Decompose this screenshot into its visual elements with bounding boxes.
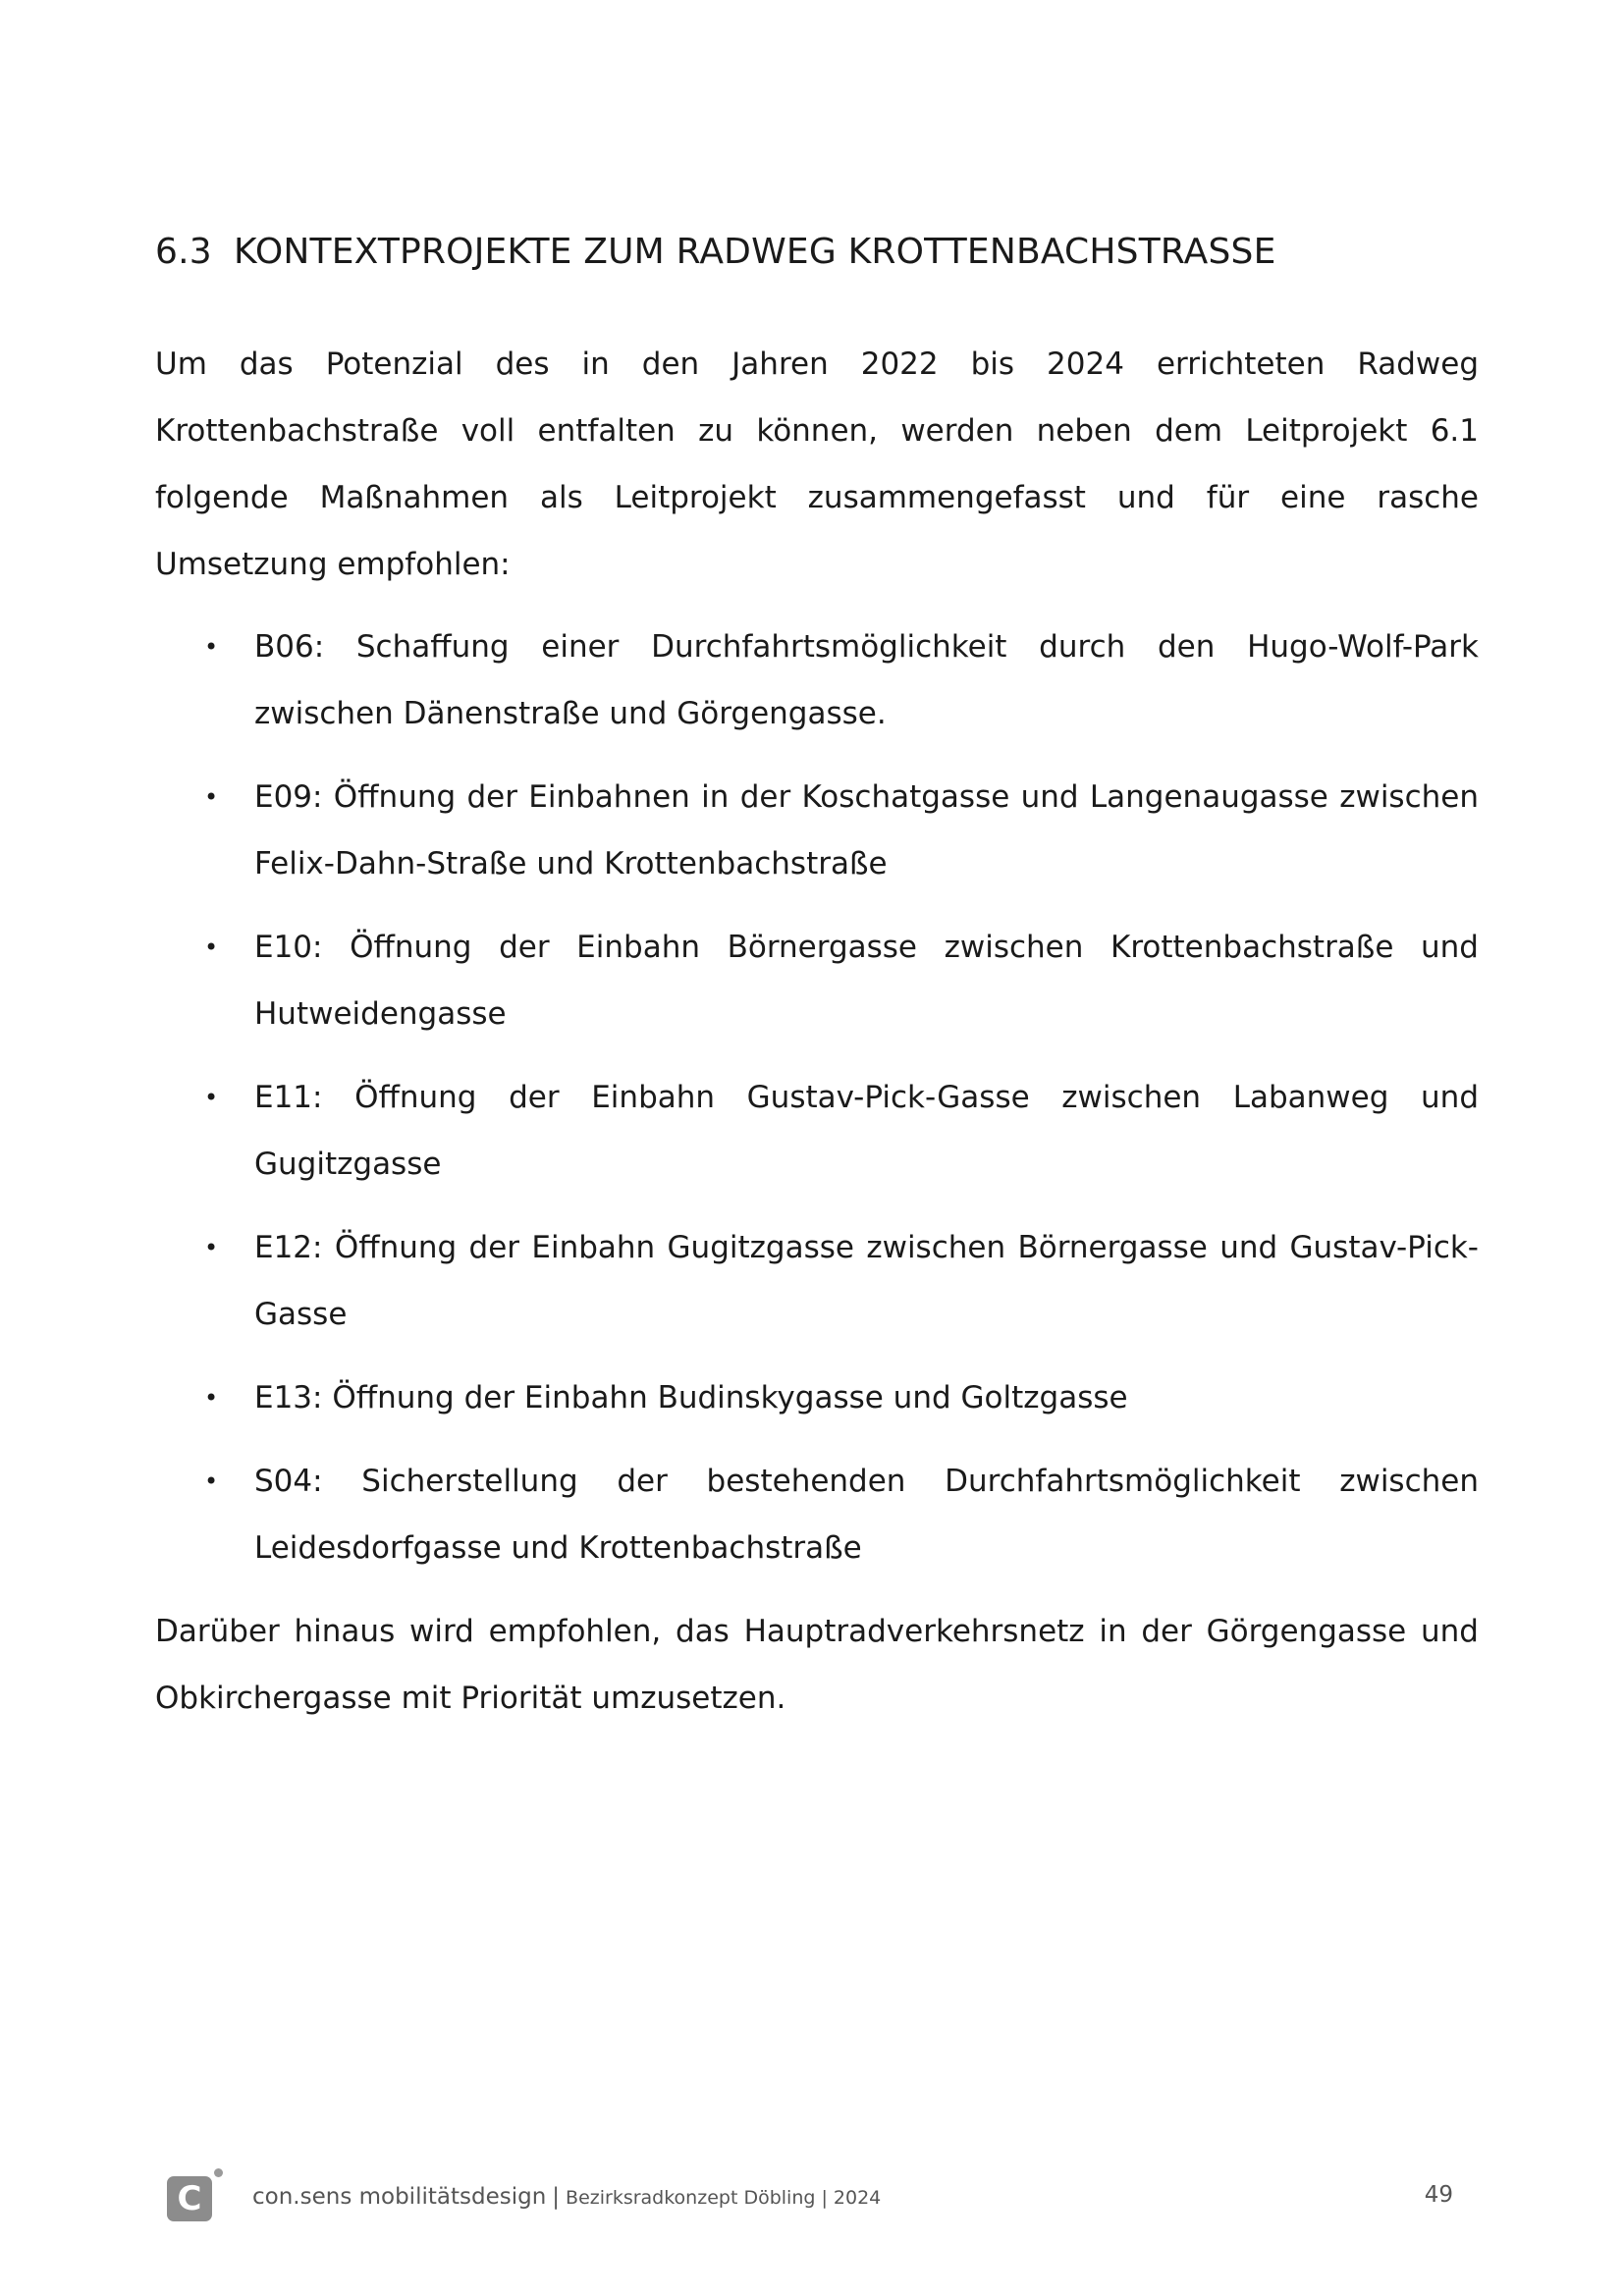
logo-dot-icon bbox=[214, 2168, 223, 2177]
section-number: 6.3 bbox=[155, 232, 212, 272]
list-item bbox=[155, 1214, 1479, 1348]
footer-company: con.sens mobilitätsdesign bbox=[252, 2184, 547, 2210]
bullet-icon: • bbox=[204, 1234, 219, 1261]
section-heading bbox=[155, 232, 1276, 272]
measure-text: E11: Öffnung der Einbahn Gustav-Pick-Gasse zwischen Labanweg und Gugitzgasse bbox=[254, 1080, 1479, 1182]
list-item bbox=[155, 1364, 1479, 1431]
list-item bbox=[155, 1448, 1479, 1581]
measure-text: E12: Öffnung der Einbahn Gugitzgasse zwischen Börnergasse und Gustav-Pick-Gasse bbox=[254, 1230, 1479, 1332]
list-item bbox=[155, 914, 1479, 1047]
bullet-icon: • bbox=[204, 783, 219, 811]
measures-list bbox=[155, 614, 1479, 1581]
bullet-icon: • bbox=[204, 1384, 219, 1412]
list-item bbox=[155, 1064, 1479, 1198]
footer-project: Bezirksradkonzept Döbling | 2024 bbox=[566, 2187, 882, 2209]
consens-logo-icon: C bbox=[167, 2176, 212, 2221]
list-item bbox=[155, 764, 1479, 897]
intro-paragraph: Um das Potenzial des in den Jahren 2022 bis 2024 errichteten Radweg Krottenbachstraße voll entfalten zu können, werden neben dem Leitprojekt 6.1 folgende Maßnahmen als Leitprojekt zusammengefasst und für eine rasche Umsetzung empfohlen: bbox=[155, 347, 1479, 582]
page-number: 49 bbox=[1424, 2182, 1453, 2208]
measure-text: B06: Schaffung einer Durchfahrtsmöglichkeit durch den Hugo-Wolf-Park zwischen Dänenstraße und Görgengasse. bbox=[254, 629, 1479, 731]
measure-text: E13: Öffnung der Einbahn Budinskygasse und Goltzgasse bbox=[254, 1380, 1128, 1415]
bullet-icon: • bbox=[204, 934, 219, 961]
bullet-icon: • bbox=[204, 1084, 219, 1111]
footer-separator: | bbox=[552, 2184, 561, 2210]
body-text bbox=[155, 331, 1479, 1732]
list-item bbox=[155, 614, 1479, 747]
footer-text bbox=[252, 2184, 881, 2210]
closing-paragraph: Darüber hinaus wird empfohlen, das Hauptradverkehrsnetz in der Görgengasse und Obkirchergasse mit Priorität umzusetzen. bbox=[155, 1614, 1479, 1716]
bullet-icon: • bbox=[204, 633, 219, 661]
measure-text: E10: Öffnung der Einbahn Börnergasse zwischen Krottenbachstraße und Hutweidengasse bbox=[254, 930, 1479, 1032]
measure-text: E09: Öffnung der Einbahnen in der Koschatgasse und Langenaugasse zwischen Felix-Dahn-Straße und Krottenbachstraße bbox=[254, 779, 1479, 881]
bullet-icon: • bbox=[204, 1468, 219, 1495]
section-title: KONTEXTPROJEKTE ZUM RADWEG KROTTENBACHSTRASSE bbox=[234, 232, 1276, 272]
measure-text: S04: Sicherstellung der bestehenden Durchfahrtsmöglichkeit zwischen Leidesdorfgasse und Krottenbachstraße bbox=[254, 1464, 1479, 1566]
page-footer bbox=[167, 2176, 1453, 2225]
